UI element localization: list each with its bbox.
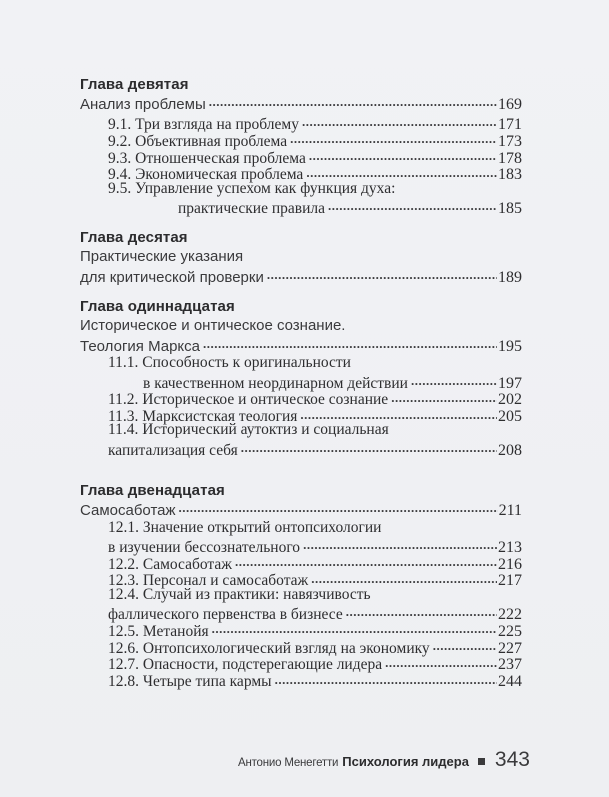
section-title: 9.1. Три взгляда на проблему xyxy=(108,116,299,133)
dot-leader xyxy=(212,620,497,636)
section-title: 12.2. Самосаботаж xyxy=(108,555,232,573)
toc-entry-continuation[interactable] xyxy=(80,267,522,287)
toc-entry[interactable] xyxy=(80,114,522,131)
toc-entry-line[interactable] xyxy=(80,587,522,604)
toc-entry[interactable] xyxy=(80,164,522,184)
toc-entry-line[interactable] xyxy=(80,181,522,198)
section-title: 9.4. Экономическая проблема xyxy=(108,166,304,184)
chapter-title-continuation: для критической проверки xyxy=(80,268,264,286)
chapter-title: Практические указания xyxy=(80,248,244,266)
section-title: 12.7. Опасности, подстерегающие лидера xyxy=(108,656,383,674)
toc-entry[interactable] xyxy=(80,500,522,520)
dot-leader xyxy=(391,389,497,405)
page-number: 216 xyxy=(498,555,522,573)
section-title: 12.5. Метанойя xyxy=(108,622,209,640)
section-title: 9.3. Отношенческая проблема xyxy=(108,149,306,167)
dot-leader xyxy=(300,406,497,422)
section-title-continuation: фаллического первенства в бизнесе xyxy=(108,606,343,624)
page-number: 171 xyxy=(498,116,522,133)
toc-entry-continuation[interactable] xyxy=(80,439,522,459)
running-footer xyxy=(238,748,530,772)
toc-entry-continuation[interactable] xyxy=(80,336,522,356)
section-title: 12.4. Случай из практики: навязчивость xyxy=(108,585,371,603)
toc-entry[interactable] xyxy=(80,406,522,426)
toc-entry-continuation[interactable] xyxy=(80,604,522,624)
page-number: 195 xyxy=(498,337,522,355)
page-number: 183 xyxy=(498,166,522,184)
chapter-title: Анализ проблемы xyxy=(80,96,206,113)
chapter-heading: Глава девятая xyxy=(80,76,189,93)
dot-leader xyxy=(303,536,497,552)
page-number: 208 xyxy=(498,441,522,459)
section-title: 11.4. Исторический аутоктиз и социальная xyxy=(108,421,389,439)
chapter-heading: Глава одиннадцатая xyxy=(80,298,235,316)
dot-leader xyxy=(328,197,497,213)
page-number: 197 xyxy=(498,374,522,392)
dot-leader xyxy=(309,147,497,163)
section-title-continuation: в качественном неординарном действии xyxy=(143,374,408,392)
dot-leader xyxy=(290,130,497,146)
section-title: 9.2. Объективная проблема xyxy=(108,132,288,150)
toc-entry[interactable] xyxy=(80,620,522,640)
dot-leader xyxy=(235,553,497,569)
toc-entry-line[interactable] xyxy=(80,355,522,372)
toc-entry-line[interactable] xyxy=(80,520,522,537)
section-title: 11.1. Способность к оригинальности xyxy=(108,354,351,372)
toc-entry-line[interactable] xyxy=(80,247,522,267)
page-number: 222 xyxy=(498,606,522,624)
toc-entry[interactable] xyxy=(80,94,522,114)
toc-entry-continuation[interactable] xyxy=(80,536,522,556)
page-number: 173 xyxy=(498,132,522,150)
section-title: 12.6. Онтопсихологический взгляд на экономику xyxy=(108,639,430,657)
section-title: 12.3. Персонал и самосаботаж xyxy=(108,572,309,590)
dot-leader xyxy=(179,500,498,515)
toc-entry-line[interactable] xyxy=(80,422,522,439)
page-number: 202 xyxy=(498,391,522,409)
page-number: 237 xyxy=(498,656,522,674)
dot-leader xyxy=(209,94,497,109)
chapter-title-continuation: Теология Маркса xyxy=(80,337,200,355)
toc-entry[interactable] xyxy=(80,654,522,674)
dot-leader xyxy=(241,439,497,455)
dot-leader xyxy=(346,604,497,620)
dot-leader xyxy=(203,336,497,351)
page-number: 205 xyxy=(498,408,522,426)
page-number: 225 xyxy=(498,622,522,640)
dot-leader xyxy=(411,372,497,388)
toc-entry[interactable] xyxy=(80,637,522,657)
section-title: 11.2. Историческое и онтическое сознание xyxy=(108,391,389,409)
dot-leader xyxy=(311,570,497,586)
chapter-9 xyxy=(80,76,522,217)
section-title-continuation: капитализация себя xyxy=(108,441,238,459)
section-title-continuation: практические правила xyxy=(178,199,325,217)
page-number-footer: 343 xyxy=(494,748,530,771)
chapter-12 xyxy=(80,482,522,691)
chapter-heading: Глава двенадцатая xyxy=(80,482,225,500)
toc-entry-continuation[interactable] xyxy=(80,197,522,217)
chapter-10 xyxy=(80,229,522,286)
footer-author: Антонио Менегетти xyxy=(238,757,339,769)
toc-entry-continuation[interactable] xyxy=(80,372,522,392)
square-bullet-icon xyxy=(478,758,485,765)
toc-entry[interactable] xyxy=(80,553,522,573)
dot-leader xyxy=(433,637,497,653)
toc-entry[interactable] xyxy=(80,147,522,167)
section-title: 12.1. Значение открытий онтопсихологии xyxy=(108,518,382,536)
page-number: 213 xyxy=(498,538,522,556)
toc-entry[interactable] xyxy=(80,130,522,150)
page-number: 185 xyxy=(498,199,522,217)
page-number: 169 xyxy=(498,96,522,113)
page-number: 189 xyxy=(498,268,522,286)
section-title: 9.5. Управление успехом как функция духа: xyxy=(108,179,396,197)
footer-book-title: Психология лидера xyxy=(342,754,469,769)
chapter-heading: Глава десятая xyxy=(80,229,188,247)
dot-leader xyxy=(275,671,497,687)
dot-leader xyxy=(385,654,497,670)
table-of-contents xyxy=(80,76,522,691)
section-title: 12.8. Четыре типа кармы xyxy=(108,673,272,691)
toc-entry[interactable] xyxy=(80,389,522,409)
chapter-title: Самосаботаж xyxy=(80,502,176,520)
page-number: 244 xyxy=(498,673,522,691)
page-number: 211 xyxy=(498,502,522,520)
section-title-continuation: в изучении бессознательного xyxy=(108,538,301,556)
toc-entry-line[interactable] xyxy=(80,316,522,336)
dot-leader xyxy=(302,114,497,130)
page-number: 227 xyxy=(498,639,522,657)
section-title: 11.3. Марксистская теология xyxy=(108,408,298,426)
chapter-11 xyxy=(80,298,522,459)
dot-leader xyxy=(267,267,497,282)
chapter-title: Историческое и онтическое сознание. xyxy=(80,317,346,335)
page-number: 178 xyxy=(498,149,522,167)
toc-entry[interactable] xyxy=(80,570,522,590)
toc-entry[interactable] xyxy=(80,671,522,691)
dot-leader xyxy=(306,164,497,180)
page-number: 217 xyxy=(498,572,522,590)
